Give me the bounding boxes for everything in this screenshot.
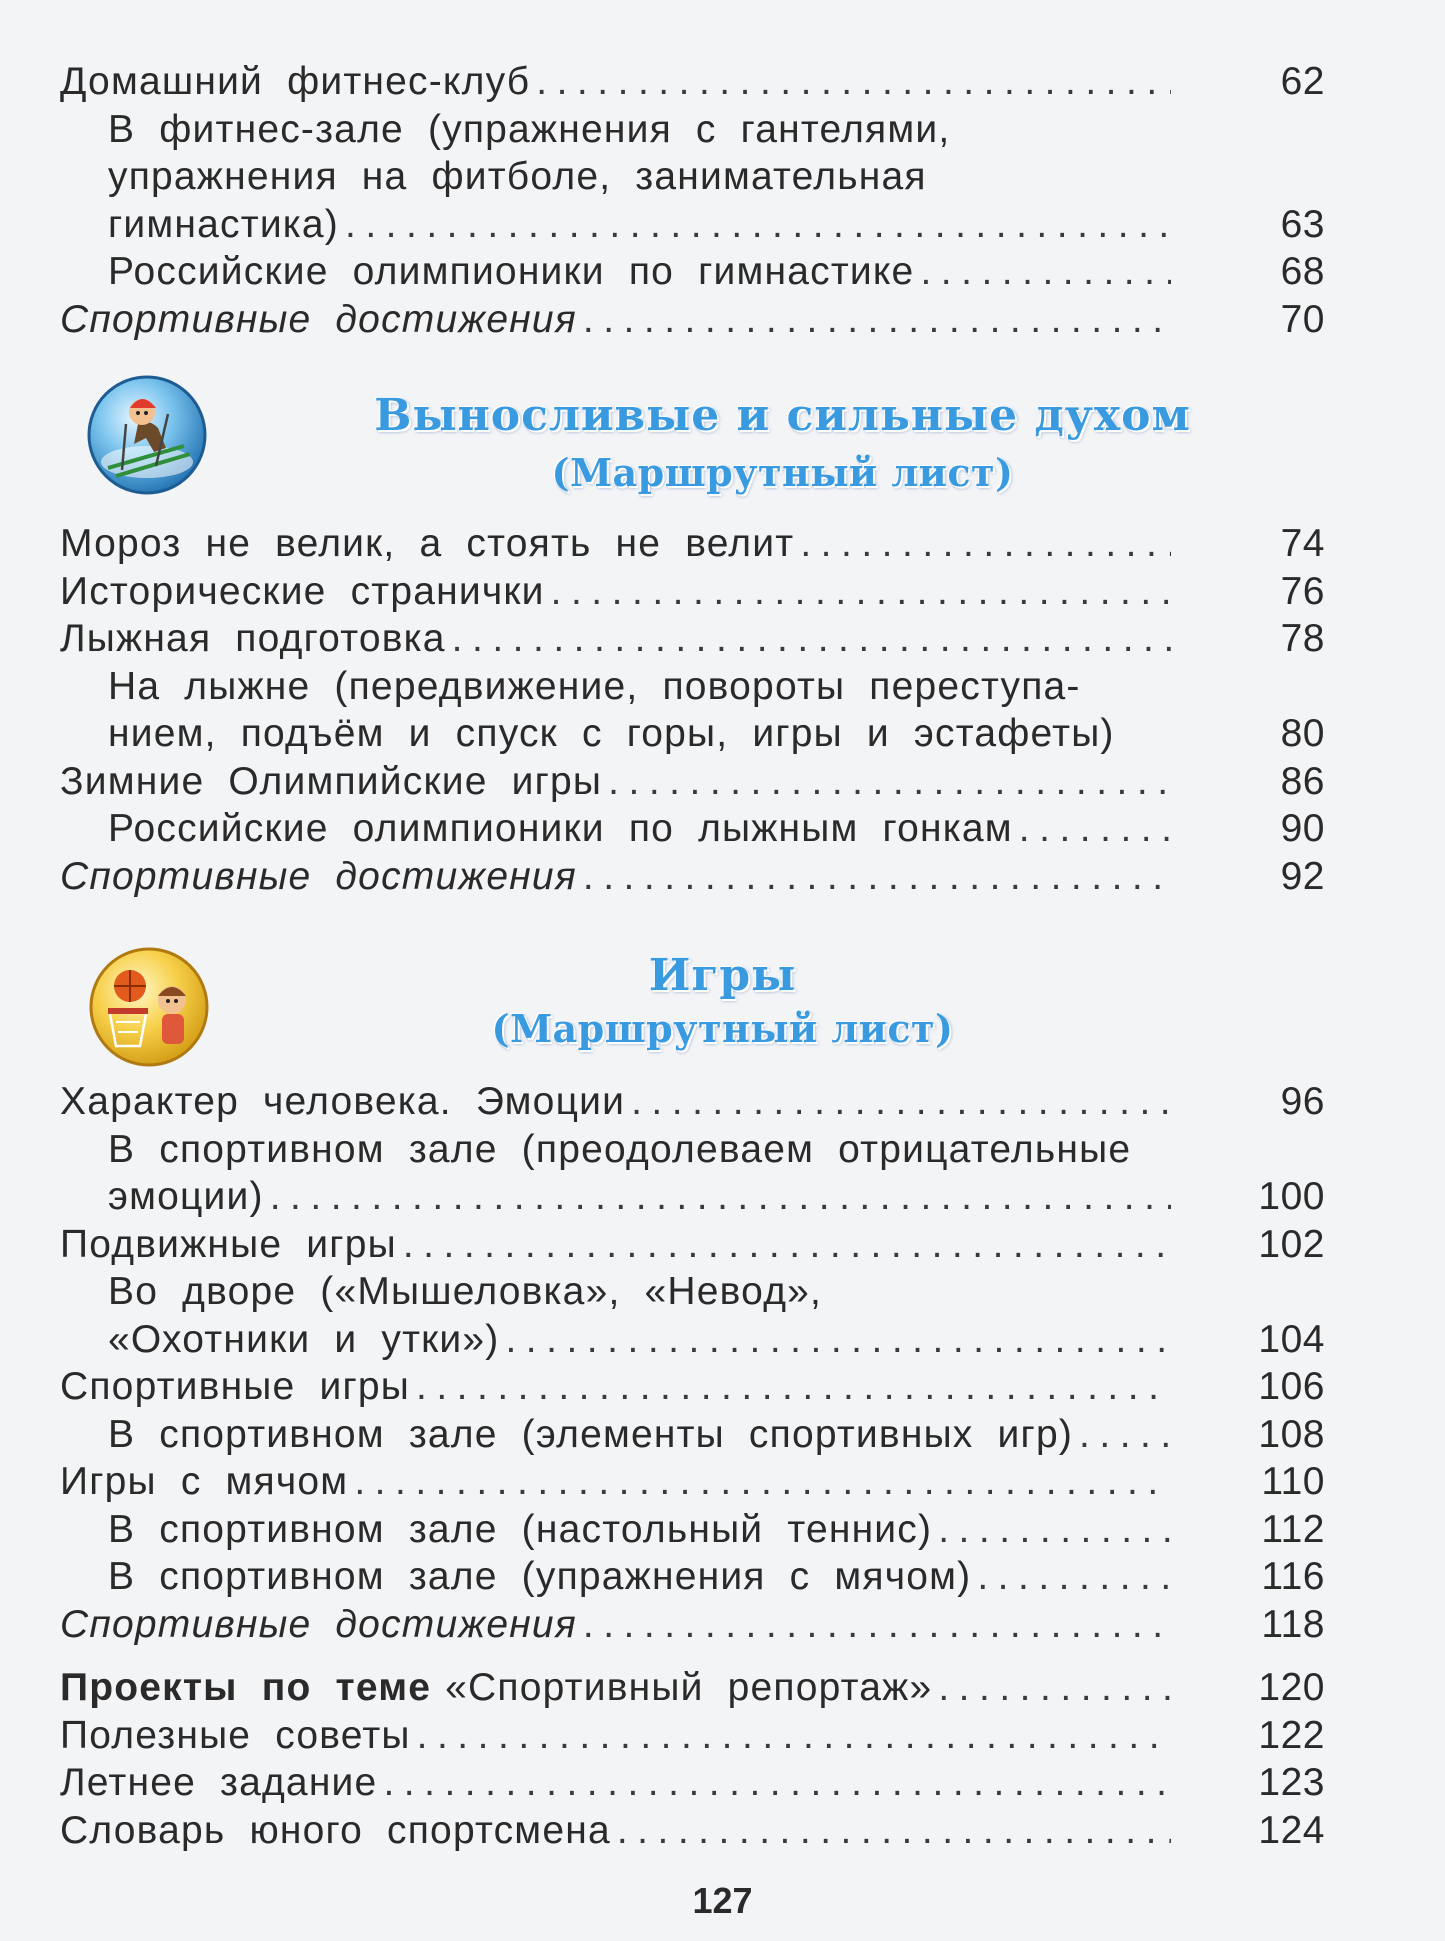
dot-leader	[270, 1173, 1171, 1221]
toc-entry-title: В спортивном зале (элементы спортивных игр)	[108, 1412, 1074, 1456]
toc-entry-bold-prefix: Проекты по теме	[60, 1666, 432, 1709]
toc-entry[interactable]	[0, 1126, 1445, 1174]
toc-entry-page: 63	[1280, 202, 1325, 246]
dot-leader	[345, 201, 1171, 249]
toc-entry-title: Полезные советы	[60, 1713, 411, 1757]
toc-entry[interactable]	[0, 1712, 1445, 1760]
toc-entry[interactable]	[0, 1411, 1445, 1459]
toc-entry-page: 70	[1280, 297, 1325, 341]
toc-entry[interactable]	[0, 1268, 1445, 1316]
dot-leader	[354, 1458, 1171, 1506]
toc-entry-title: Летнее задание	[60, 1761, 378, 1804]
toc-entry[interactable]	[0, 1078, 1445, 1126]
toc-entry-title: В спортивном зале (преодолеваем отрицательные	[108, 1127, 1132, 1171]
toc-entry-page: 122	[1258, 1713, 1325, 1757]
toc-entry-title: В спортивном зале (настольный теннис)	[108, 1507, 933, 1551]
toc-entry-page: 118	[1261, 1602, 1325, 1646]
toc-entry-page: 123	[1258, 1761, 1325, 1804]
toc-entry-title: Домашний фитнес-клуб	[60, 60, 531, 103]
dot-leader	[1079, 1411, 1171, 1459]
dot-leader	[800, 520, 1171, 568]
toc-entry-title: «Спортивный репортаж»	[445, 1666, 933, 1709]
dot-leader	[920, 248, 1171, 296]
toc-entry-page: 102	[1258, 1222, 1325, 1266]
page-number: 127	[692, 1880, 753, 1921]
toc-entry-page: 104	[1258, 1317, 1325, 1361]
dot-leader	[631, 1078, 1171, 1126]
toc-entry-title: Российские олимпионики по гимнастике	[108, 250, 915, 293]
toc-entry[interactable]	[0, 1506, 1445, 1554]
dot-leader	[583, 1601, 1171, 1649]
toc-entry-page: 124	[1258, 1808, 1325, 1852]
section-title: Выносливые и сильные духом	[374, 390, 1191, 441]
toc-entry[interactable]	[0, 853, 1445, 901]
toc-entry-page: 112	[1261, 1507, 1325, 1551]
toc-entry-title: В фитнес-зале (упражнения с гантелями,	[108, 107, 951, 151]
toc-entry-page: 76	[1280, 569, 1325, 613]
toc-entry[interactable]	[0, 758, 1445, 806]
toc-entry-page: 62	[1280, 60, 1325, 103]
toc-entry[interactable]	[0, 1221, 1445, 1269]
dot-leader	[416, 1363, 1171, 1411]
toc-entry-page: 78	[1280, 617, 1325, 660]
toc-entry[interactable]	[0, 296, 1445, 344]
section-subtitle: (Маршрутный лист)	[491, 1006, 954, 1051]
toc-entry[interactable]	[0, 1807, 1445, 1855]
toc-entry-page: 108	[1258, 1412, 1325, 1456]
dot-leader	[505, 1316, 1171, 1364]
section-subtitle: (Маршрутный лист)	[551, 450, 1014, 495]
toc-entry-page: 100	[1258, 1175, 1325, 1218]
toc-entry-page: 80	[1280, 712, 1325, 755]
toc-entry-continued	[0, 153, 1445, 201]
toc-entry-title: Спортивные достижения	[60, 1602, 577, 1646]
toc-entry[interactable]	[0, 1759, 1445, 1807]
toc-entry-page: 74	[1280, 522, 1325, 565]
toc-entry-title: упражнения на фитболе, занимательная	[108, 155, 927, 198]
dot-leader	[938, 1664, 1171, 1712]
toc-entry-page: 110	[1261, 1460, 1325, 1503]
toc-entry[interactable]	[0, 1601, 1445, 1649]
section-title: Игры	[648, 950, 797, 1001]
toc-entry-title: Российские олимпионики по лыжным гонкам	[108, 807, 1013, 850]
toc-entry-title: Спортивные достижения	[60, 854, 577, 898]
toc-entry[interactable]	[0, 568, 1445, 616]
toc-entry-title: «Охотники и утки»)	[108, 1317, 500, 1361]
dot-leader	[938, 1506, 1171, 1554]
toc-entry-title: Лыжная подготовка	[60, 617, 446, 660]
toc-entry-continued[interactable]	[0, 1173, 1445, 1221]
toc-entry-title: эмоции)	[108, 1175, 264, 1218]
toc-entry-page: 68	[1280, 250, 1325, 293]
toc-entry-title: Во дворе («Мышеловка», «Невод»,	[108, 1270, 823, 1313]
toc-entry-title: На лыжне (передвижение, повороты переступа-	[108, 664, 1081, 708]
toc-entry-page: 86	[1280, 759, 1325, 803]
dot-leader	[536, 58, 1171, 106]
toc-entry-continued[interactable]	[0, 201, 1445, 249]
toc-entry-title: Словарь юного спортсмена	[60, 1808, 611, 1852]
toc-entry-title: В спортивном зале (упражнения с мячом)	[108, 1555, 972, 1598]
toc-entry-title: Исторические странички	[60, 569, 545, 613]
toc-entry-title: Характер человека. Эмоции	[60, 1080, 626, 1123]
toc-entry-continued[interactable]	[0, 1316, 1445, 1364]
toc-entry-title: Зимние Олимпийские игры	[60, 759, 603, 803]
toc-entry-continued[interactable]	[0, 710, 1445, 758]
toc-entry-title: гимнастика)	[108, 202, 339, 246]
dot-leader	[617, 1807, 1171, 1855]
toc-entry[interactable]	[0, 1458, 1445, 1506]
dot-leader	[583, 296, 1171, 344]
dot-leader	[583, 853, 1171, 901]
toc-entry[interactable]	[0, 1664, 1445, 1712]
toc-entry[interactable]	[0, 1553, 1445, 1601]
dot-leader	[551, 568, 1171, 616]
toc-entry-title: Спортивные игры	[60, 1365, 410, 1408]
toc-block-1	[0, 58, 1445, 343]
dot-leader	[417, 1712, 1171, 1760]
toc-entry-page: 96	[1280, 1080, 1325, 1123]
toc-entry-page: 92	[1280, 854, 1325, 898]
toc-block-3	[0, 1078, 1445, 1648]
toc-entry-title: нием, подъём и спуск с горы, игры и эстафеты)	[108, 712, 1115, 755]
toc-block-4	[0, 1664, 1445, 1854]
toc-entry[interactable]	[0, 248, 1445, 296]
toc-entry-page: 116	[1261, 1555, 1325, 1598]
toc-entry[interactable]	[0, 805, 1445, 853]
dot-leader	[1019, 805, 1171, 853]
toc-entry-page: 120	[1258, 1666, 1325, 1709]
dot-leader	[383, 1759, 1171, 1807]
toc-entry-page: 106	[1258, 1365, 1325, 1408]
toc-entry[interactable]	[0, 663, 1445, 711]
toc-entry-title: Спортивные достижения	[60, 297, 577, 341]
toc-entry[interactable]	[0, 106, 1445, 154]
toc-block-2	[0, 520, 1445, 900]
toc-entry[interactable]	[0, 615, 1445, 663]
toc-entry-title: Подвижные игры	[60, 1222, 397, 1266]
dot-leader	[452, 615, 1171, 663]
dot-leader	[977, 1553, 1171, 1601]
dot-leader	[608, 758, 1171, 806]
toc-entry-page: 90	[1280, 807, 1325, 850]
toc-entry[interactable]	[0, 520, 1445, 568]
dot-leader	[403, 1221, 1171, 1269]
toc-entry-title: Игры с мячом	[60, 1460, 349, 1503]
toc-entry[interactable]	[0, 58, 1445, 106]
toc-entry-title: Мороз не велик, а стоять не велит	[60, 522, 795, 565]
toc-entry[interactable]	[0, 1363, 1445, 1411]
